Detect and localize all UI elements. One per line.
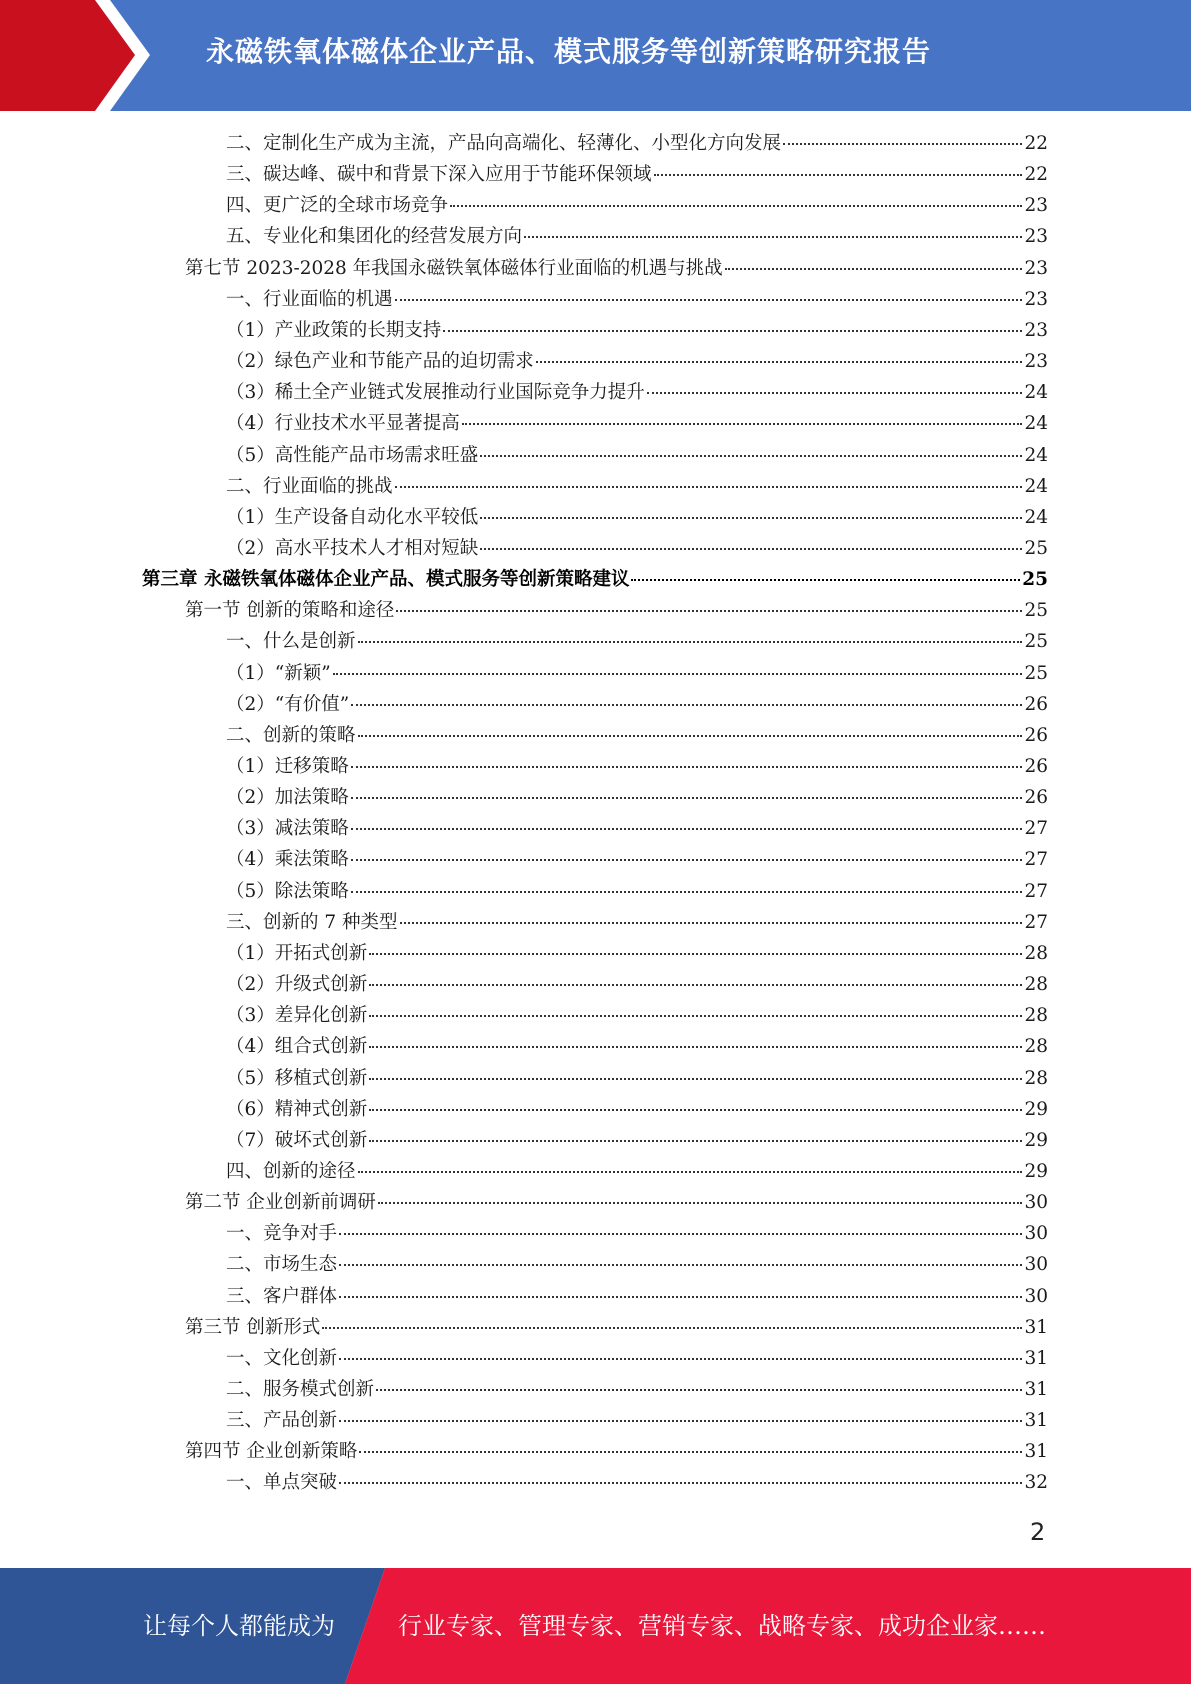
toc-leader-dots bbox=[351, 890, 1023, 893]
toc-entry[interactable] bbox=[226, 408, 1048, 439]
toc-entry[interactable] bbox=[226, 969, 1048, 1000]
toc-entry-label: 三、碳达峰、碳中和背景下深入应用于节能环保领域 bbox=[226, 164, 652, 185]
toc-entry-label: 三、产品创新 bbox=[226, 1410, 338, 1431]
toc-entry-page: 28 bbox=[1024, 974, 1048, 995]
toc-entry-label: （4）行业技术水平显著提高 bbox=[226, 413, 460, 434]
toc-entry-page: 22 bbox=[1024, 164, 1048, 185]
toc-entry-page: 27 bbox=[1024, 881, 1048, 902]
toc-entry[interactable] bbox=[226, 1467, 1048, 1498]
toc-entry[interactable] bbox=[226, 1094, 1048, 1125]
toc-entry-label: （4）组合式创新 bbox=[226, 1036, 368, 1057]
toc-entry-label: （2）升级式创新 bbox=[226, 974, 368, 995]
toc-leader-dots bbox=[369, 952, 1022, 955]
toc-leader-dots bbox=[369, 1014, 1022, 1017]
toc-entry[interactable] bbox=[226, 502, 1048, 533]
toc-entry[interactable] bbox=[226, 346, 1048, 377]
toc-entry[interactable] bbox=[226, 1249, 1048, 1280]
toc-leader-dots bbox=[647, 391, 1023, 394]
toc-entry-page: 31 bbox=[1024, 1441, 1048, 1462]
toc-entry-page: 24 bbox=[1024, 476, 1048, 497]
toc-entry-page: 28 bbox=[1024, 1068, 1048, 1089]
toc-entry-page: 28 bbox=[1024, 943, 1048, 964]
toc-entry-page: 30 bbox=[1024, 1254, 1048, 1275]
toc-entry[interactable] bbox=[226, 1374, 1048, 1405]
toc-entry-label: （6）精神式创新 bbox=[226, 1099, 368, 1120]
toc-entry-page: 31 bbox=[1024, 1348, 1048, 1369]
toc-entry-label: 五、专业化和集团化的经营发展方向 bbox=[226, 226, 523, 247]
toc-entry-page: 22 bbox=[1024, 133, 1048, 154]
toc-entry-page: 28 bbox=[1024, 1036, 1048, 1057]
toc-entry[interactable] bbox=[226, 190, 1048, 221]
toc-leader-dots bbox=[395, 298, 1023, 301]
toc-leader-dots bbox=[358, 1170, 1023, 1173]
toc-leader-dots bbox=[358, 734, 1023, 737]
toc-entry-page: 23 bbox=[1024, 226, 1048, 247]
toc-entry-label: 二、服务模式创新 bbox=[226, 1379, 375, 1400]
toc-entry-page: 29 bbox=[1024, 1161, 1048, 1182]
toc-entry-label: （1）开拓式创新 bbox=[226, 943, 368, 964]
toc-entry-label: （2）高水平技术人才相对短缺 bbox=[226, 538, 479, 559]
toc-entry[interactable] bbox=[226, 377, 1048, 408]
toc-entry-page: 28 bbox=[1024, 1005, 1048, 1026]
toc-leader-dots bbox=[480, 454, 1022, 457]
toc-entry[interactable] bbox=[226, 471, 1048, 502]
toc-entry-label: （1）“新颖” bbox=[226, 663, 331, 684]
toc-entry-page: 23 bbox=[1024, 258, 1048, 279]
toc-entry-label: 一、单点突破 bbox=[226, 1472, 338, 1493]
toc-leader-dots bbox=[524, 235, 1022, 238]
toc-entry-page: 23 bbox=[1024, 351, 1048, 372]
footer-slogan-left: 让每个人都能成为 bbox=[143, 1612, 335, 1640]
toc-entry-page: 24 bbox=[1024, 413, 1048, 434]
toc-entry-page: 24 bbox=[1024, 445, 1048, 466]
toc-entry-page: 30 bbox=[1024, 1223, 1048, 1244]
toc-entry-label: 第七节 2023-2028 年我国永磁铁氧体磁体行业面临的机遇与挑战 bbox=[185, 258, 723, 279]
toc-leader-dots bbox=[351, 765, 1023, 768]
toc-entry[interactable] bbox=[226, 720, 1048, 751]
toc-entry-label: 一、竞争对手 bbox=[226, 1223, 338, 1244]
toc-entry-page: 25 bbox=[1022, 569, 1048, 590]
toc-entry-page: 25 bbox=[1024, 663, 1048, 684]
toc-entry-label: 四、创新的途径 bbox=[226, 1161, 356, 1182]
toc-leader-dots bbox=[480, 516, 1022, 519]
toc-entry[interactable] bbox=[226, 440, 1048, 471]
toc-entry-page: 25 bbox=[1024, 631, 1048, 652]
toc-entry-label: 一、行业面临的机遇 bbox=[226, 289, 393, 310]
toc-entry-page: 26 bbox=[1024, 694, 1048, 715]
toc-entry[interactable] bbox=[226, 1343, 1048, 1374]
toc-entry-label: （3）稀土全产业链式发展推动行业国际竞争力提升 bbox=[226, 382, 645, 403]
toc-leader-dots bbox=[351, 827, 1023, 830]
toc-entry-page: 27 bbox=[1024, 912, 1048, 933]
toc-leader-dots bbox=[339, 1357, 1022, 1360]
toc-entry-page: 24 bbox=[1024, 382, 1048, 403]
toc-entry[interactable] bbox=[226, 1218, 1048, 1249]
toc-entry-label: （1）产业政策的长期支持 bbox=[226, 320, 442, 341]
toc-entry-page: 23 bbox=[1024, 289, 1048, 310]
toc-entry-page: 27 bbox=[1024, 818, 1048, 839]
toc-leader-dots bbox=[395, 485, 1023, 488]
toc-entry-page: 31 bbox=[1024, 1317, 1048, 1338]
toc-entry[interactable] bbox=[226, 533, 1048, 564]
toc-leader-dots bbox=[359, 1450, 1022, 1453]
toc-entry[interactable] bbox=[226, 907, 1048, 938]
toc-entry-page: 27 bbox=[1024, 849, 1048, 870]
toc-entry[interactable] bbox=[226, 1000, 1048, 1031]
toc-entry-label: 第一节 创新的策略和途径 bbox=[185, 600, 395, 621]
toc-entry[interactable] bbox=[185, 1312, 1048, 1343]
toc-entry-label: （4）乘法策略 bbox=[226, 849, 349, 870]
toc-entry-label: （5）高性能产品市场需求旺盛 bbox=[226, 445, 479, 466]
toc-leader-dots bbox=[400, 921, 1023, 924]
toc-entry[interactable] bbox=[226, 1125, 1048, 1156]
toc-entry[interactable] bbox=[226, 1063, 1048, 1094]
page-header bbox=[0, 0, 1191, 111]
toc-leader-dots bbox=[369, 983, 1022, 986]
toc-entry-page: 26 bbox=[1024, 725, 1048, 746]
toc-entry-label: （1）迁移策略 bbox=[226, 756, 349, 777]
toc-entry[interactable] bbox=[226, 159, 1048, 190]
toc-entry-label: 第三节 创新形式 bbox=[185, 1317, 321, 1338]
toc-leader-dots bbox=[443, 329, 1022, 332]
page-number: 2 bbox=[1030, 1518, 1046, 1546]
toc-leader-dots bbox=[631, 578, 1020, 581]
toc-entry-label: （2）绿色产业和节能产品的迫切需求 bbox=[226, 351, 534, 372]
toc-leader-dots bbox=[480, 547, 1022, 550]
toc-leader-dots bbox=[369, 1108, 1022, 1111]
toc-entry-page: 30 bbox=[1024, 1286, 1048, 1307]
toc-entry-page: 31 bbox=[1024, 1379, 1048, 1400]
toc-entry-label: 四、更广泛的全球市场竞争 bbox=[226, 195, 449, 216]
toc-entry[interactable] bbox=[226, 658, 1048, 689]
toc-leader-dots bbox=[339, 1481, 1022, 1484]
toc-leader-dots bbox=[369, 1077, 1022, 1080]
toc-entry[interactable] bbox=[226, 938, 1048, 969]
toc-entry-label: （5）除法策略 bbox=[226, 881, 349, 902]
toc-leader-dots bbox=[351, 703, 1022, 706]
report-title: 永磁铁氧体磁体企业产品、模式服务等创新策略研究报告 bbox=[206, 35, 932, 68]
toc-entry-page: 31 bbox=[1024, 1410, 1048, 1431]
toc-entry-label: 二、行业面临的挑战 bbox=[226, 476, 393, 497]
toc-entry-label: 二、市场生态 bbox=[226, 1254, 338, 1275]
toc-entry[interactable] bbox=[226, 751, 1048, 782]
toc-entry-label: （1）生产设备自动化水平较低 bbox=[226, 507, 479, 528]
toc-entry-page: 30 bbox=[1024, 1192, 1048, 1213]
toc-entry-label: 二、定制化生产成为主流，产品向高端化、轻薄化、小型化方向发展 bbox=[226, 133, 782, 154]
toc-entry-label: 第四节 企业创新策略 bbox=[185, 1441, 358, 1462]
toc-entry-page: 25 bbox=[1024, 600, 1048, 621]
toc-leader-dots bbox=[462, 422, 1023, 425]
toc-entry[interactable] bbox=[226, 626, 1048, 657]
footer-slogan-right: 行业专家、管理专家、营销专家、战略专家、成功企业家…… bbox=[398, 1612, 1046, 1640]
toc-entry-label: 第二节 企业创新前调研 bbox=[185, 1192, 376, 1213]
toc-entry-label: （7）破坏式创新 bbox=[226, 1130, 368, 1151]
toc-entry-page: 29 bbox=[1024, 1130, 1048, 1151]
toc-entry[interactable] bbox=[226, 782, 1048, 813]
toc-entry-page: 23 bbox=[1024, 195, 1048, 216]
toc-entry[interactable] bbox=[226, 689, 1048, 720]
toc-entry-label: 三、客户群体 bbox=[226, 1286, 338, 1307]
toc-leader-dots bbox=[450, 204, 1022, 207]
toc-entry-label: 二、创新的策略 bbox=[226, 725, 356, 746]
toc-entry[interactable] bbox=[226, 876, 1048, 907]
toc-entry-label: 第三章 永磁铁氧体磁体企业产品、模式服务等创新策略建议 bbox=[142, 569, 630, 590]
toc-entry[interactable] bbox=[226, 1031, 1048, 1062]
toc-leader-dots bbox=[351, 858, 1023, 861]
page-footer bbox=[0, 1568, 1191, 1684]
toc-leader-dots bbox=[333, 672, 1023, 675]
toc-entry[interactable] bbox=[226, 813, 1048, 844]
toc-entry[interactable] bbox=[226, 128, 1048, 159]
toc-leader-dots bbox=[376, 1388, 1022, 1391]
toc-leader-dots bbox=[536, 360, 1023, 363]
toc-leader-dots bbox=[358, 640, 1023, 643]
toc-entry[interactable] bbox=[185, 1187, 1048, 1218]
toc-leader-dots bbox=[654, 173, 1023, 176]
toc-leader-dots bbox=[339, 1263, 1022, 1266]
toc-entry-label: （3）减法策略 bbox=[226, 818, 349, 839]
toc-leader-dots bbox=[725, 267, 1023, 270]
toc-leader-dots bbox=[339, 1232, 1022, 1235]
toc-entry-label: 一、什么是创新 bbox=[226, 631, 356, 652]
toc-leader-dots bbox=[339, 1419, 1022, 1422]
toc-entry-page: 26 bbox=[1024, 756, 1048, 777]
toc-leader-dots bbox=[378, 1201, 1023, 1204]
toc-entry[interactable] bbox=[226, 844, 1048, 875]
toc-entry-page: 25 bbox=[1024, 538, 1048, 559]
toc-entry-label: （2）“有价值” bbox=[226, 694, 350, 715]
toc-entry[interactable] bbox=[226, 1405, 1048, 1436]
toc-entry-page: 29 bbox=[1024, 1099, 1048, 1120]
toc-leader-dots bbox=[783, 142, 1022, 145]
toc-entry[interactable] bbox=[185, 1436, 1048, 1467]
toc-entry[interactable] bbox=[142, 564, 1048, 595]
toc-leader-dots bbox=[322, 1326, 1022, 1329]
toc-entry[interactable] bbox=[226, 1281, 1048, 1312]
toc-entry-label: （3）差异化创新 bbox=[226, 1005, 368, 1026]
toc-leader-dots bbox=[339, 1295, 1022, 1298]
toc-entry[interactable] bbox=[185, 253, 1048, 284]
toc-entry-page: 23 bbox=[1024, 320, 1048, 341]
toc-entry-label: （2）加法策略 bbox=[226, 787, 349, 808]
toc-leader-dots bbox=[396, 609, 1022, 612]
toc-entry-page: 32 bbox=[1024, 1472, 1048, 1493]
toc-entry[interactable] bbox=[226, 221, 1048, 252]
toc-entry-label: （5）移植式创新 bbox=[226, 1068, 368, 1089]
toc-entry[interactable] bbox=[185, 595, 1048, 626]
toc-entry-page: 24 bbox=[1024, 507, 1048, 528]
toc-leader-dots bbox=[369, 1139, 1022, 1142]
toc-entry[interactable] bbox=[226, 1156, 1048, 1187]
toc-entry-page: 26 bbox=[1024, 787, 1048, 808]
toc-entry-label: 三、创新的 7 种类型 bbox=[226, 912, 398, 933]
toc-leader-dots bbox=[369, 1045, 1022, 1048]
toc-entry-label: 一、文化创新 bbox=[226, 1348, 338, 1369]
toc-entry[interactable] bbox=[226, 284, 1048, 315]
toc-entry[interactable] bbox=[226, 315, 1048, 346]
toc-leader-dots bbox=[351, 796, 1023, 799]
